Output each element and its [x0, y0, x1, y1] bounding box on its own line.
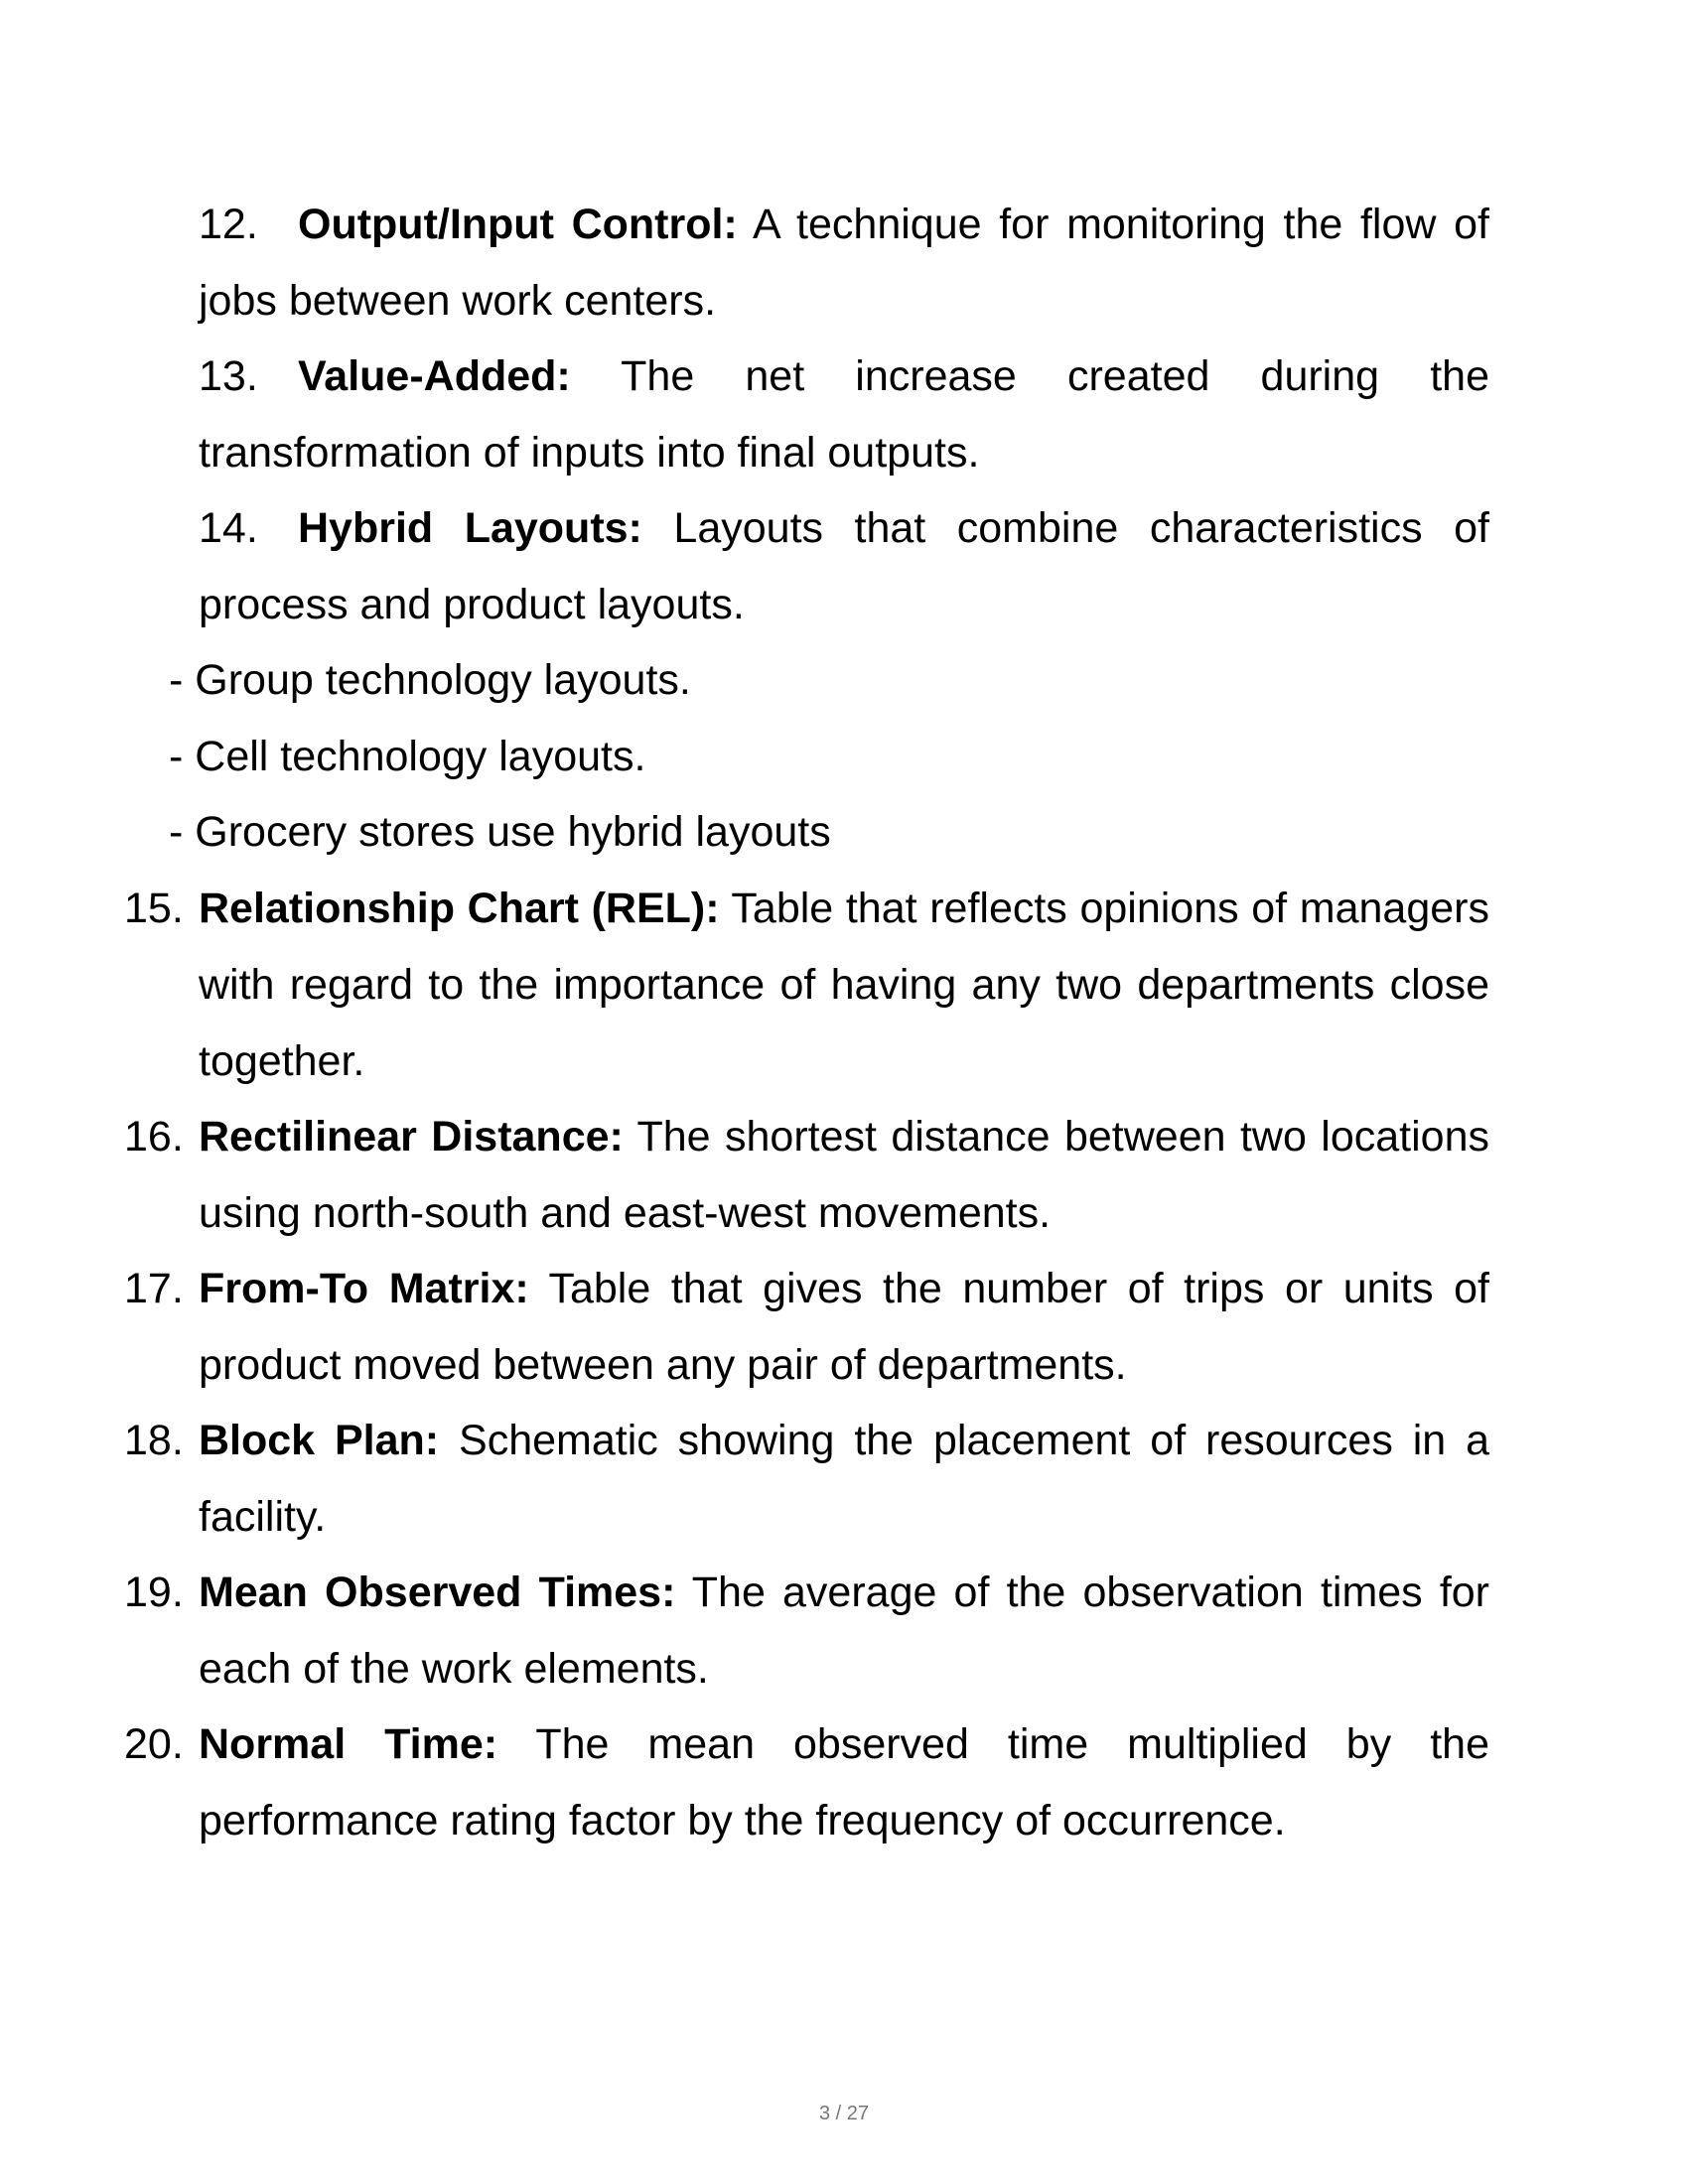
definition-item-15: [124, 871, 1489, 1100]
item-definition: The average of the observation times for each of the work elements.: [199, 1569, 1490, 1693]
item-definition: A technique for monitoring the flow of jobs between work centers.: [199, 201, 1489, 325]
item-definition: The mean observed time multiplied by the performance rating factor by the frequency of occurrence.: [199, 1720, 1490, 1844]
item-number: 16.: [124, 1113, 184, 1160]
item-term: Output/Input Control:: [298, 201, 738, 248]
item-term: Relationship Chart (REL):: [199, 885, 720, 932]
item-number: 20.: [124, 1720, 184, 1768]
page-number: 3 / 27: [818, 2103, 870, 2124]
item-definition: Layouts that combine characteristics of process and product layouts.: [199, 504, 1489, 628]
definition-item-12: [199, 187, 1489, 340]
item-term: Rectilinear Distance:: [199, 1113, 624, 1160]
item-definition: The shortest distance between two locations using north-south and east-west movements.: [199, 1113, 1489, 1237]
item-number: 19.: [124, 1569, 184, 1616]
item-definition: Table that gives the number of trips or units of product moved between any pair of departments.: [199, 1265, 1489, 1389]
definition-item-16: [124, 1099, 1489, 1252]
item-definition: Table that reflects opinions of managers with regard to the importance of having any two departments close together.: [199, 885, 1489, 1085]
item-term: From-To Matrix:: [199, 1265, 529, 1312]
item-number: 13.: [199, 352, 258, 400]
definition-item-19: [124, 1555, 1489, 1707]
item-number: 18.: [124, 1417, 184, 1464]
definition-item-18: [124, 1403, 1489, 1556]
item-term: Hybrid Layouts:: [298, 504, 642, 552]
item-definition: The net increase created during the transformation of inputs into final outputs.: [199, 352, 1489, 477]
item-number: 15.: [124, 885, 184, 932]
definition-item-20: [124, 1706, 1489, 1859]
definition-item-14: [199, 490, 1489, 643]
item-term: Value-Added:: [298, 352, 571, 400]
item-term: Normal Time:: [199, 1720, 498, 1768]
item-term: Block Plan:: [199, 1417, 440, 1464]
definition-item-17: [124, 1251, 1489, 1404]
bullet-item: - Grocery stores use hybrid layouts: [169, 808, 831, 856]
bullet-item: - Cell technology layouts.: [169, 733, 646, 780]
item-definition: Schematic showing the placement of resources in a facility.: [199, 1417, 1489, 1541]
bullet-item: - Group technology layouts.: [169, 656, 691, 704]
definition-item-13: [199, 339, 1489, 491]
item-term: Mean Observed Times:: [199, 1569, 676, 1616]
item-number: 17.: [124, 1265, 184, 1312]
item-number: 14.: [199, 504, 258, 552]
item-number: 12.: [199, 201, 258, 248]
